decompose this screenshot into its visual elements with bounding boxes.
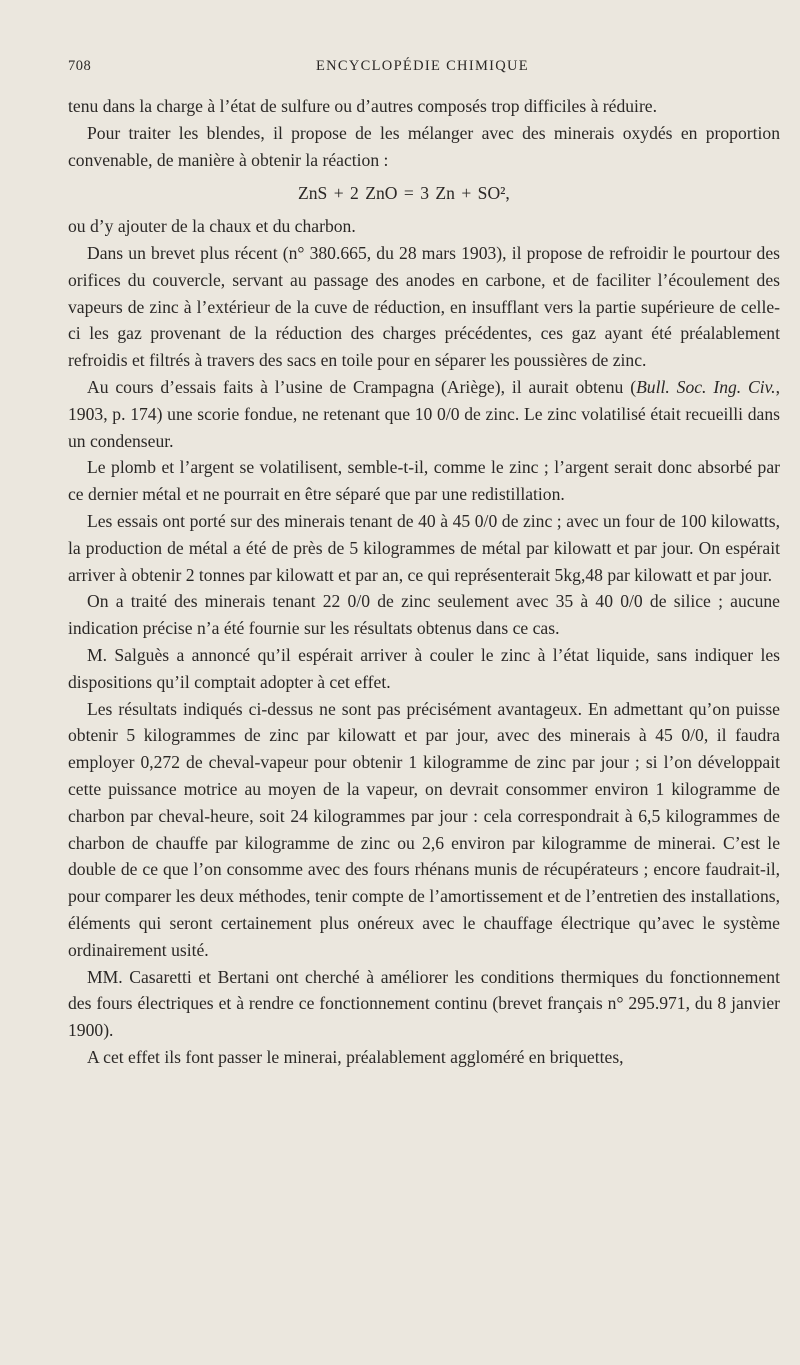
citation-reference: Bull. Soc. Ing. Civ. <box>636 376 776 397</box>
chemical-equation: ZnS + 2 ZnO = 3 Zn + SO², <box>298 183 510 204</box>
paragraph: A cet effet ils font passer le minerai, préalablement aggloméré en briquettes, <box>87 1046 624 1067</box>
running-title: ENCYCLOPÉDIE CHIMIQUE <box>316 58 529 74</box>
paragraph: Le plomb et l’argent se volatilisent, semble-t-il, comme le zinc ; l’argent serait donc absorbé par ce dernier métal et ne pourrait en être séparé que par une redistillation. <box>68 457 780 505</box>
citation-details: , 1903, p. 174) <box>68 376 780 424</box>
page-number: 708 <box>68 58 92 74</box>
paragraph: On a traité des minerais tenant 22 0/0 de zinc seulement avec 35 à 40 0/0 de silice ; aucune indication précise n’a été fournie sur les résultats obtenus dans ce cas. <box>68 591 780 639</box>
paragraph: tenu dans la charge à l’état de sulfure ou d’autres composés trop difficiles à réduire. <box>68 96 658 116</box>
paragraph: Les essais ont porté sur des minerais tenant de 40 à 45 0/0 de zinc ; avec un four de 100 kilowatts, la production de métal a été de près de 5 kilogrammes de métal par kilowatt et par jour. On espérait arriver à obtenir 2 tonnes par kilowatt et par an, ce qui représenterait 5kg,48 par kilowatt et par jour. <box>68 510 780 585</box>
paragraph: Pour traiter les blendes, il propose de les mélanger avec des minerais oxydés en proportion convenable, de manière à obtenir la réaction : <box>68 122 780 170</box>
paragraph: ou d’y ajouter de la chaux et du charbon. <box>68 216 356 237</box>
body-text <box>68 93 780 1071</box>
paragraph: MM. Casaretti et Bertani ont cherché à améliorer les conditions thermiques du fonctionnement des fours électriques et à rendre ce fonctionnement continu (brevet français n° 295.971, du 8 janvier 1900). <box>68 966 780 1041</box>
paragraph-lead: Au cours d’essais faits à l’usine de Crampagna (Ariège), il aurait obtenu <box>87 376 624 397</box>
paragraph: Dans un brevet plus récent (n° 380.665, du 28 mars 1903), il propose de refroidir le pourtour des orifices du couvercle, servant au passage des anodes en carbone, et de faciliter l’écoulement des vapeurs de zinc à l’extérieur de la cuve de réduction, en insufflant vers la partie supérieure de celle-ci les gaz provenant de la réduction des charges précédentes, ces gaz ayant été préalablement refroidis et filtrés à travers des sacs en toile pour en séparer les poussières de zinc. <box>68 242 780 371</box>
paragraph: Les résultats indiqués ci-dessus ne sont pas précisément avantageux. En admettant qu’on puisse obtenir 5 kilogrammes de zinc par kilowatt et par jour, avec des minerais à 45 0/0, il faudra employer 0,272 de cheval-vapeur pour obtenir 1 kilogramme de zinc par jour ; si l’on développait cette puissance motrice au moyen de la vapeur, on devrait consommer environ 1 kilogramme de charbon par cheval-heure, soit 24 kilogrammes par jour : cela correspondrait à 6,5 kilogrammes de charbon de chauffe par kilogramme de zinc ou 2,6 environ par kilogramme de minerai. C’est le double de ce que l’on consomme avec des fours rhénans munis de récupérateurs ; encore faudrait-il, pour comparer les deux méthodes, tenir compte de l’amortissement et de l’entretien des installations, éléments qui seront certainement plus onéreux avec le chauffage électrique qu’avec le système ordinairement usité. <box>68 698 780 960</box>
paragraph-continuation: une scorie fondue, ne retenant que 10 0/0 de zinc. Le zinc volatilisé était recueilli dans un condenseur. <box>68 403 781 451</box>
paragraph: Au cours d’essais faits à l’usine de Crampagna (Ariège), il aurait obtenu (Bull. Soc. Ing. Civ., 1903, p. 174) une scorie fondue, ne retenant que 10 0/0 de zinc. Le zinc volatilisé était recueilli dans un condenseur. <box>68 376 781 451</box>
paragraph: M. Salguès a annoncé qu’il espérait arriver à couler le zinc à l’état liquide, sans indiquer les dispositions qu’il comptait adopter à cet effet. <box>68 644 780 692</box>
